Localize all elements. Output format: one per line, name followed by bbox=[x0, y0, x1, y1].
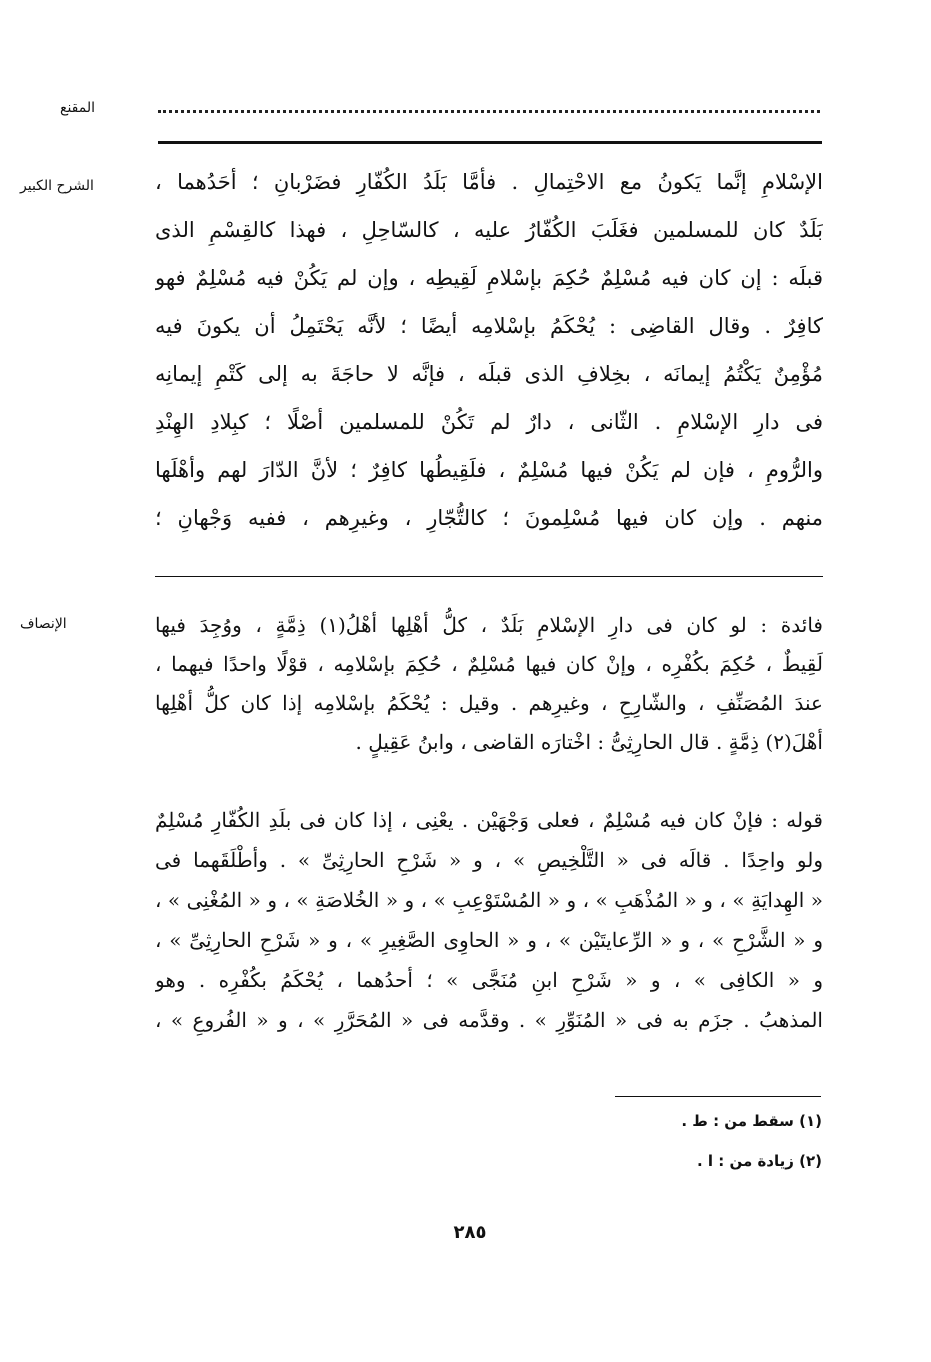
text-line: ولو واحِدًا . قالَه فى « التَّلْخِيصِ » ، و « شَرْحِ الحارِثِىِّ » . وأطْلَقَهما فى bbox=[155, 848, 823, 872]
text-line: المذهبُ . جزَم به فى « المُنَوِّرِ » . وقدَّمه فى « المُحَرَّرِ » ، و « الفُروعِ » ، bbox=[155, 1008, 823, 1032]
text-line: و « الكافِى » ، و « شَرْحِ ابنِ مُنَجَّى » ؛ أحدُهما ، يُحْكَمُ بكُفْرِه . وهو bbox=[155, 968, 823, 992]
text-line: عندَ المُصَنِّفِ ، والشّارِحِ ، وغيرِهم . وقيل : يُحْكَمُ بإسْلامِه إذا كان كلُّ أهْلِها bbox=[155, 691, 823, 715]
section-divider bbox=[155, 576, 823, 577]
footnote-2: (٢) زيادة من : ا . bbox=[696, 1152, 822, 1170]
text-line: لَقِيطٌ ، حُكِمَ بكُفْرِه ، وإنْ كان فيها مُسْلِمٌ ، حُكِمَ بإسْلامِه ، قوْلًا واحدًا فيهما ، bbox=[155, 652, 823, 676]
text-line: و « الشَّرْحِ » ، و « الرِّعايتَيْن » ، و « الحاوِى الصَّغِيرِ » ، و « شَرْحِ الحارِثِىِّ » ، bbox=[155, 928, 823, 952]
side-label-insaf: الإنصاف bbox=[20, 616, 67, 632]
text-line: قوله : فإنْ كان فيه مُسْلِمٌ ، فعلى وَجْهَيْن . يعْنِى ، إذا كان فى بلَدِ الكُفّارِ مُسْلِمٌ bbox=[155, 808, 823, 832]
text-line: والرُّومِ ، فإن لم يَكُنْ فيها مُسْلِمٌ ، فلَقِيطُها كافِرٌ ؛ لأنَّ الدّارَ لهم وأهْلَها bbox=[155, 458, 823, 482]
insaf-paragraph-2 bbox=[155, 800, 823, 1040]
insaf-paragraph-1 bbox=[155, 606, 823, 762]
header-dotted-leader bbox=[158, 96, 820, 113]
text-line: بَلَدٌ كان للمسلمين فغَلَبَ الكُفّارُ عليه ، كالسّاحِلِ ، فهذا كالقِسْمِ الذى bbox=[155, 218, 823, 242]
sharh-text-block bbox=[155, 158, 823, 542]
text-line: منهم . وإن كان فيها مُسْلِمونَ ؛ كالتُّجّارِ ، وغيرِهم ، ففيه وَجْهانِ ؛ bbox=[155, 506, 823, 530]
text-line: الإسْلامِ إنَّما يَكونُ مع الاحْتِمالِ . فأمَّا بَلَدُ الكُفّارِ فضَرْبانِ ؛ أحَدُهما ، bbox=[155, 170, 823, 194]
text-line: « الهِدايَةِ » ، و « المُذْهَبِ » ، و « المُسْتَوْعِبِ » ، و « الخُلاصَةِ » ، و « المُغْنِى » ، bbox=[155, 888, 823, 912]
page-number: ٢٨٥ bbox=[453, 1222, 487, 1243]
text-line: قبلَه : إن كان فيه مُسْلِمٌ حُكِمَ بإسْلامِ لَقِيطِه ، وإن لم يَكُنْ فيه مُسْلِمٌ فهو bbox=[155, 266, 823, 290]
text-line: أهْلَ(٢) ذِمَّةٍ . قال الحارِثِىُّ : اخْتارَه القاضى ، وابنُ عَقِيلٍ . bbox=[355, 730, 823, 754]
header-rule bbox=[158, 141, 822, 144]
text-line: فى دارِ الإسْلامِ . الثّانى ، دارٌ لم تَكُنْ للمسلمين أصْلًا ؛ كبِلادِ الهِنْدِ bbox=[155, 410, 823, 434]
text-line: فائدة : لو كان فى دارِ الإسْلامِ بَلَدٌ ، كلُّ أهْلِها أهْلُ(١) ذِمَّةٍ ، ووُجِدَ فيها bbox=[155, 613, 823, 637]
footnote-separator bbox=[615, 1096, 821, 1097]
footnote-1: (١) سقط من : ط . bbox=[681, 1112, 822, 1130]
text-line: كافِرٌ . وقال القاضِى : يُحْكَمُ بإسْلامِه أيضًا ؛ لأنَّه يَحْتَمِلُ أن يكونَ فيه bbox=[155, 314, 823, 338]
running-title: المقنع bbox=[60, 100, 96, 116]
side-label-sharh: الشرح الكبير bbox=[20, 178, 94, 194]
text-line: مُؤْمِنٌ يَكْتُمُ إيمانَه ، بخِلافِ الذى قبلَه ، فإنَّه لا حاجَةَ به إلى كَتْمِ إيمانِه bbox=[155, 362, 823, 386]
